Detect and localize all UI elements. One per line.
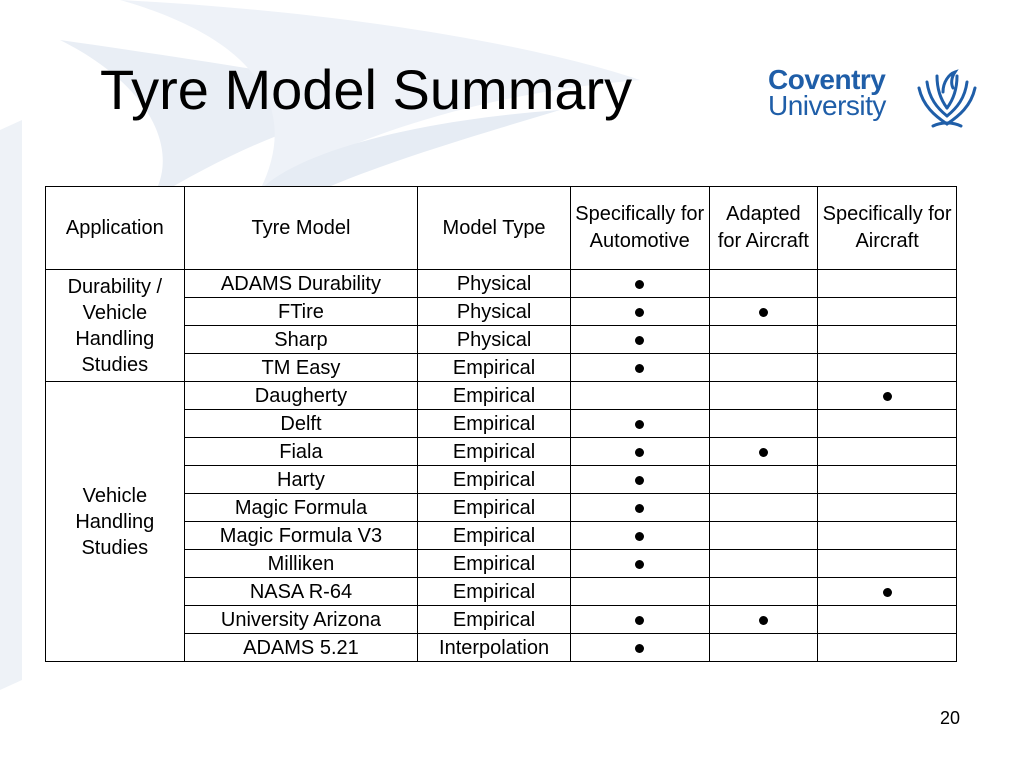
tyre-model-cell: Sharp bbox=[184, 326, 418, 354]
page-number: 20 bbox=[940, 708, 961, 728]
model-type-cell: Physical bbox=[418, 326, 571, 354]
bullet-dot-icon bbox=[635, 420, 644, 429]
header-tyre-model: Tyre Model bbox=[184, 187, 418, 270]
header-specifically-for-aircraft: Specifically for Aircraft bbox=[818, 187, 957, 270]
tyre-model-summary-table bbox=[45, 186, 957, 662]
aircraft-cell bbox=[818, 606, 957, 634]
slide-title: Tyre Model Summary bbox=[100, 58, 633, 121]
tyre-model-cell: Milliken bbox=[184, 550, 418, 578]
bullet-dot-icon bbox=[883, 392, 892, 401]
aircraft-cell bbox=[818, 382, 957, 410]
aircraft-cell bbox=[818, 522, 957, 550]
bullet-dot-icon bbox=[635, 476, 644, 485]
aircraft-cell bbox=[818, 354, 957, 382]
automotive-cell bbox=[570, 522, 709, 550]
bullet-dot-icon bbox=[635, 308, 644, 317]
automotive-cell bbox=[570, 606, 709, 634]
automotive-cell bbox=[570, 354, 709, 382]
aircraft-cell bbox=[818, 494, 957, 522]
adapted-aircraft-cell bbox=[709, 410, 818, 438]
adapted-aircraft-cell bbox=[709, 438, 818, 466]
aircraft-cell bbox=[818, 550, 957, 578]
adapted-aircraft-cell bbox=[709, 522, 818, 550]
header-application: Application bbox=[46, 187, 185, 270]
tyre-model-cell: Magic Formula bbox=[184, 494, 418, 522]
logo-line-coventry: Coventry bbox=[768, 64, 886, 95]
model-type-cell: Empirical bbox=[418, 438, 571, 466]
automotive-cell bbox=[570, 550, 709, 578]
bullet-dot-icon bbox=[635, 336, 644, 345]
bullet-dot-icon bbox=[635, 504, 644, 513]
application-group-cell: Durability / Vehicle Handling Studies bbox=[46, 270, 185, 382]
bullet-dot-icon bbox=[635, 560, 644, 569]
tyre-model-cell: Daugherty bbox=[184, 382, 418, 410]
bullet-dot-icon bbox=[759, 308, 768, 317]
bullet-dot-icon bbox=[759, 616, 768, 625]
automotive-cell bbox=[570, 410, 709, 438]
automotive-cell bbox=[570, 578, 709, 606]
tyre-model-cell: Magic Formula V3 bbox=[184, 522, 418, 550]
tyre-model-cell: FTire bbox=[184, 298, 418, 326]
adapted-aircraft-cell bbox=[709, 606, 818, 634]
adapted-aircraft-cell bbox=[709, 382, 818, 410]
model-type-cell: Physical bbox=[418, 298, 571, 326]
logo-line-university: University bbox=[768, 90, 886, 121]
adapted-aircraft-cell bbox=[709, 634, 818, 662]
adapted-aircraft-cell bbox=[709, 466, 818, 494]
adapted-aircraft-cell bbox=[709, 298, 818, 326]
aircraft-cell bbox=[818, 634, 957, 662]
bullet-dot-icon bbox=[635, 616, 644, 625]
model-type-cell: Empirical bbox=[418, 382, 571, 410]
aircraft-cell bbox=[818, 326, 957, 354]
automotive-cell bbox=[570, 270, 709, 298]
model-type-cell: Physical bbox=[418, 270, 571, 298]
bullet-dot-icon bbox=[883, 588, 892, 597]
header-specifically-for-automotive: Specifically for Automotive bbox=[570, 187, 709, 270]
tyre-model-cell: TM Easy bbox=[184, 354, 418, 382]
adapted-aircraft-cell bbox=[709, 578, 818, 606]
bullet-dot-icon bbox=[759, 448, 768, 457]
application-group-cell: Vehicle Handling Studies bbox=[46, 382, 185, 662]
header-adapted-for-aircraft: Adapted for Aircraft bbox=[709, 187, 818, 270]
model-type-cell: Empirical bbox=[418, 550, 571, 578]
table-row bbox=[46, 382, 957, 410]
automotive-cell bbox=[570, 298, 709, 326]
aircraft-cell bbox=[818, 410, 957, 438]
automotive-cell bbox=[570, 438, 709, 466]
aircraft-cell bbox=[818, 466, 957, 494]
model-type-cell: Empirical bbox=[418, 522, 571, 550]
automotive-cell bbox=[570, 634, 709, 662]
bullet-dot-icon bbox=[635, 364, 644, 373]
header-model-type: Model Type bbox=[418, 187, 571, 270]
adapted-aircraft-cell bbox=[709, 550, 818, 578]
tyre-model-cell: NASA R-64 bbox=[184, 578, 418, 606]
aircraft-cell bbox=[818, 578, 957, 606]
adapted-aircraft-cell bbox=[709, 326, 818, 354]
coventry-university-logo bbox=[768, 66, 988, 136]
bullet-dot-icon bbox=[635, 448, 644, 457]
bullet-dot-icon bbox=[635, 644, 644, 653]
aircraft-cell bbox=[818, 298, 957, 326]
bullet-dot-icon bbox=[635, 532, 644, 541]
model-type-cell: Interpolation bbox=[418, 634, 571, 662]
model-type-cell: Empirical bbox=[418, 578, 571, 606]
aircraft-cell bbox=[818, 438, 957, 466]
table-header-row bbox=[46, 187, 957, 270]
tyre-model-cell: Harty bbox=[184, 466, 418, 494]
adapted-aircraft-cell bbox=[709, 494, 818, 522]
model-type-cell: Empirical bbox=[418, 410, 571, 438]
automotive-cell bbox=[570, 326, 709, 354]
model-type-cell: Empirical bbox=[418, 606, 571, 634]
automotive-cell bbox=[570, 466, 709, 494]
table-row bbox=[46, 270, 957, 298]
tyre-model-cell: Delft bbox=[184, 410, 418, 438]
model-type-cell: Empirical bbox=[418, 494, 571, 522]
tyre-model-cell: ADAMS 5.21 bbox=[184, 634, 418, 662]
aircraft-cell bbox=[818, 270, 957, 298]
automotive-cell bbox=[570, 494, 709, 522]
automotive-cell bbox=[570, 382, 709, 410]
bullet-dot-icon bbox=[635, 280, 644, 289]
model-type-cell: Empirical bbox=[418, 354, 571, 382]
adapted-aircraft-cell bbox=[709, 354, 818, 382]
tyre-model-cell: ADAMS Durability bbox=[184, 270, 418, 298]
adapted-aircraft-cell bbox=[709, 270, 818, 298]
phoenix-icon bbox=[913, 66, 981, 130]
tyre-model-cell: Fiala bbox=[184, 438, 418, 466]
model-type-cell: Empirical bbox=[418, 466, 571, 494]
tyre-model-cell: University Arizona bbox=[184, 606, 418, 634]
